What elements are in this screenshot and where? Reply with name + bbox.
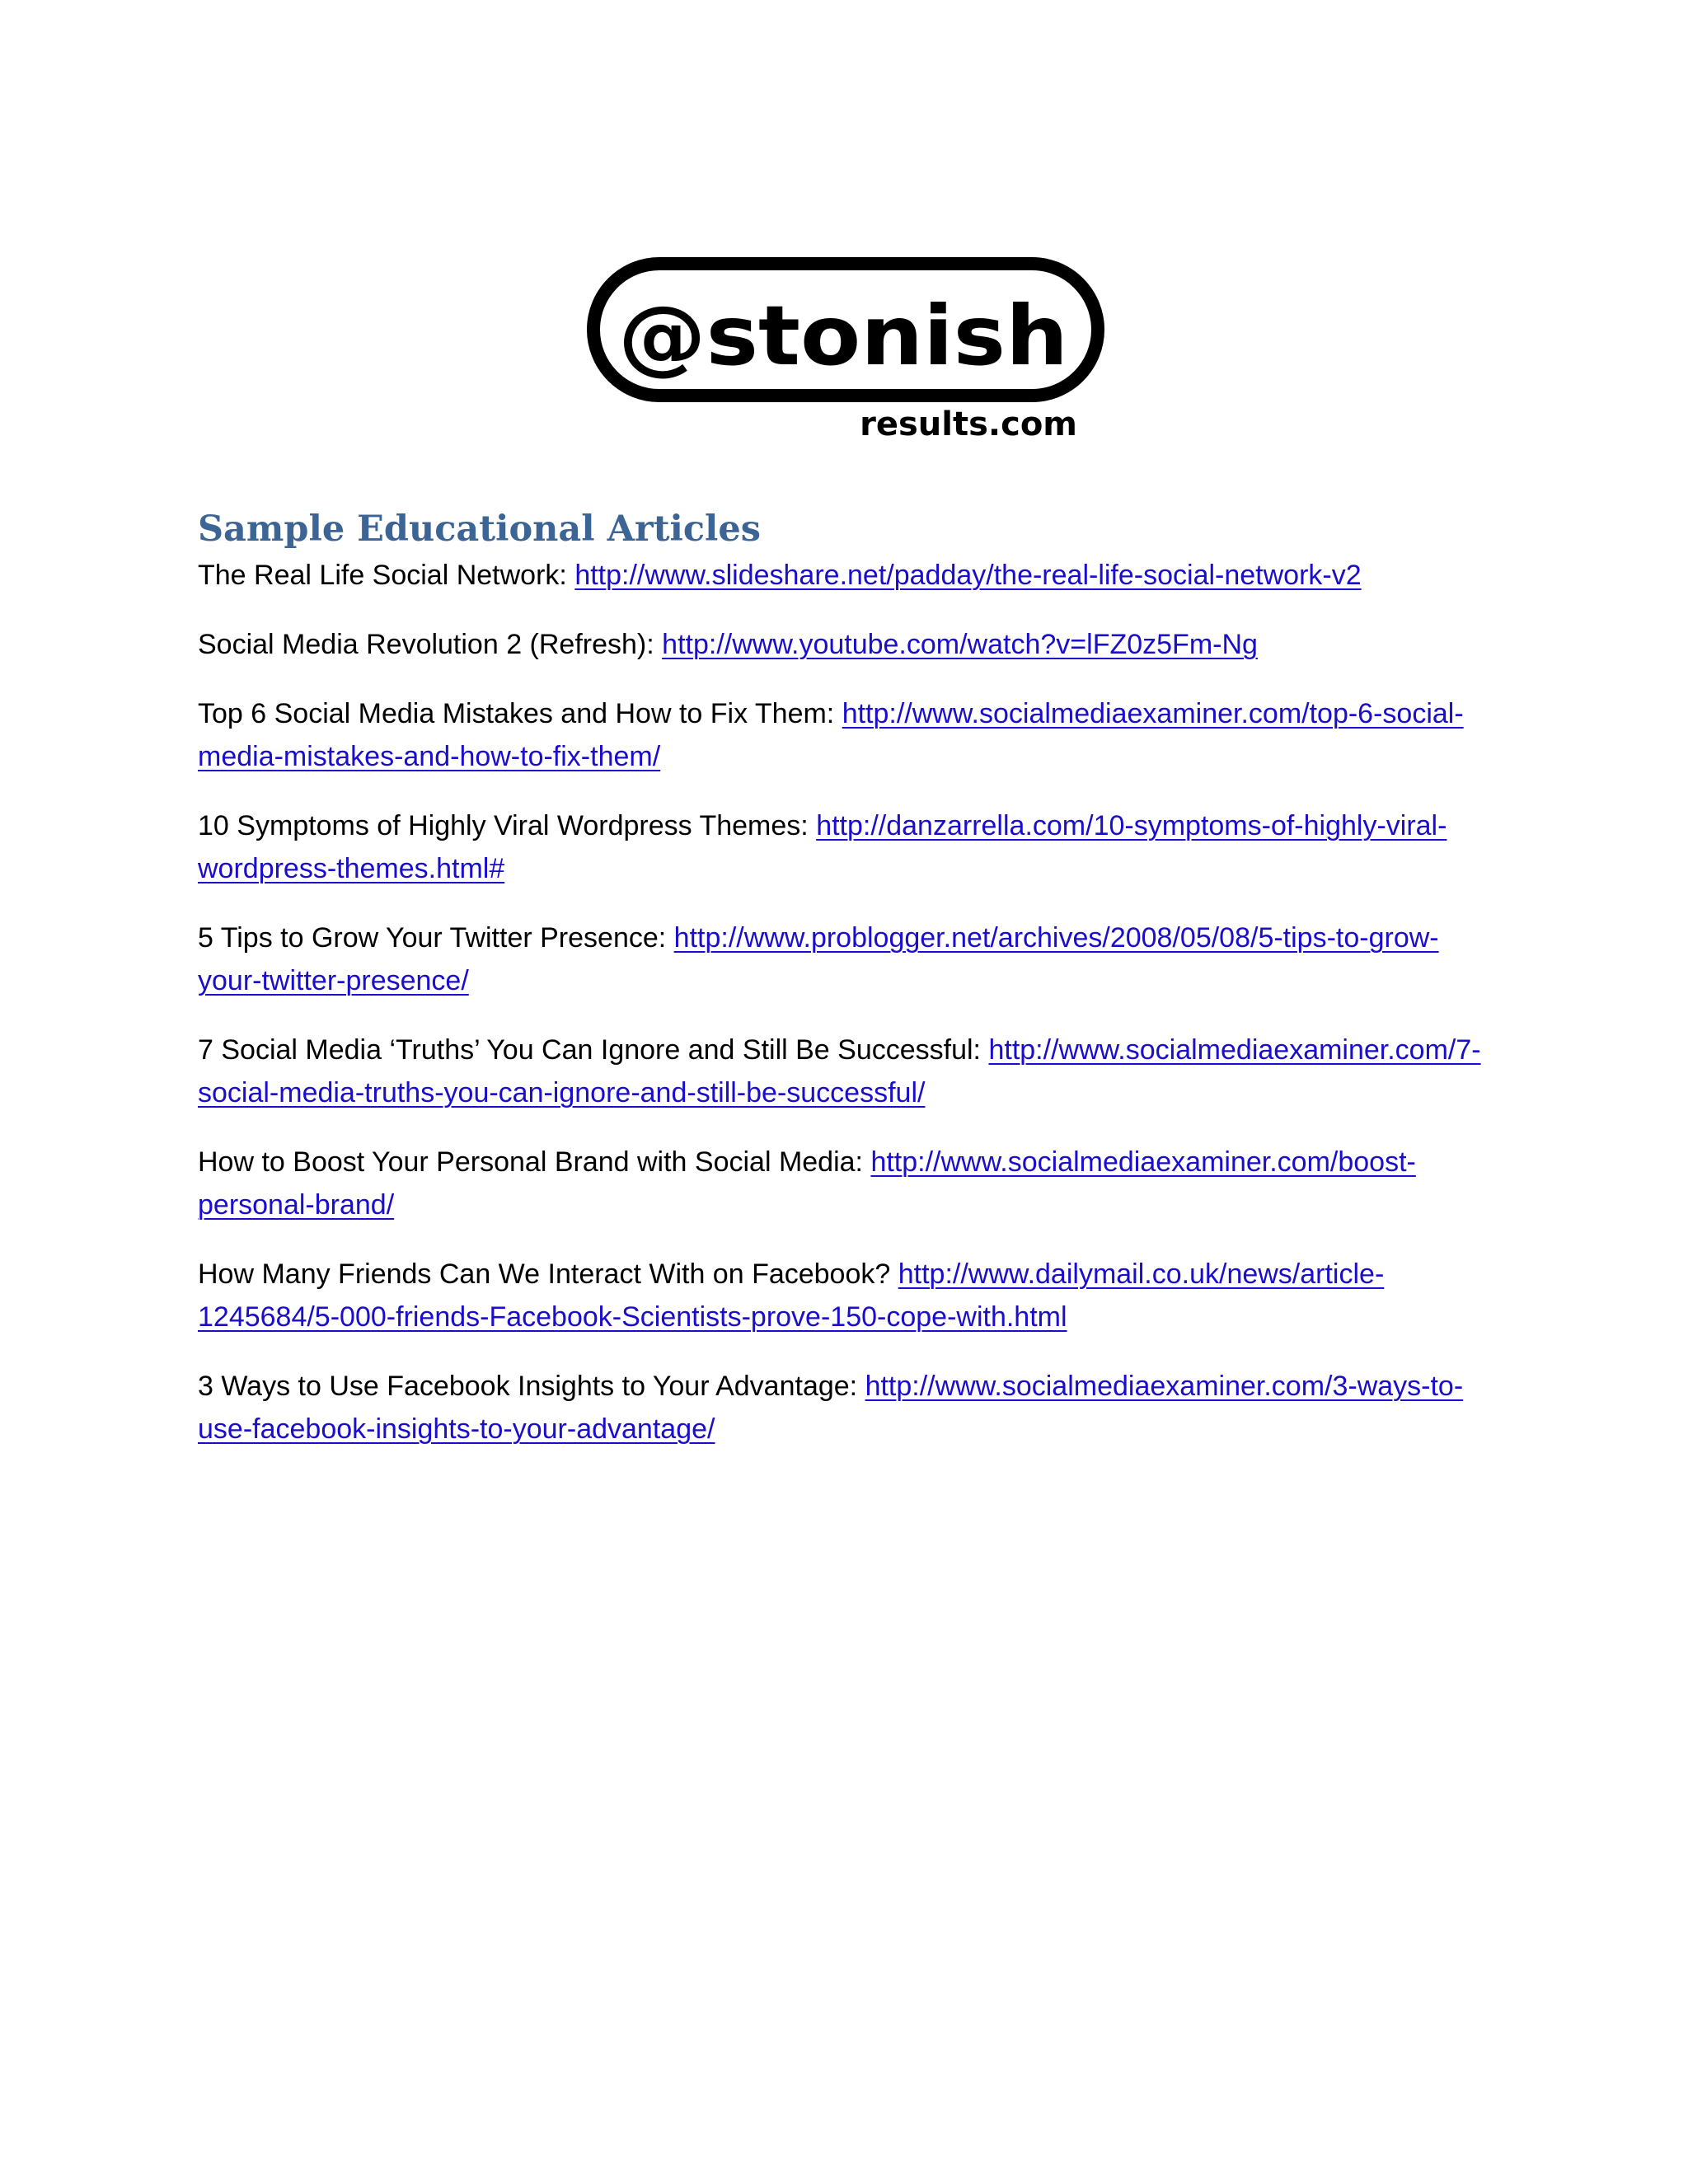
article-link[interactable]: http://www.slideshare.net/padday/the-real-life-social-network-v2 [574, 560, 1362, 591]
article-title: How to Boost Your Personal Brand with Social Media: [198, 1146, 871, 1178]
article-link[interactable]: http://www.socialmediaexaminer.com/boost- personal-brand/ [198, 1146, 1416, 1221]
article-link[interactable]: http://www.socialmediaexaminer.com/top-6-social- media-mistakes-and-how-to-fix-them/ [198, 698, 1464, 772]
article-title: 5 Tips to Grow Your Twitter Presence: [198, 922, 674, 954]
article-item-1 [198, 554, 1500, 597]
article-title: The Real Life Social Network: [198, 560, 575, 591]
article-item-6 [198, 1029, 1500, 1114]
article-title: 10 Symptoms of Highly Viral Wordpress Themes: [198, 810, 817, 841]
article-item-2 [198, 623, 1500, 666]
article-link[interactable]: http://www.youtube.com/watch?v=lFZ0z5Fm-Ng [662, 629, 1258, 660]
article-item-8 [198, 1253, 1500, 1338]
logo-sub-text: results.com [860, 405, 1077, 443]
article-list-section [198, 504, 1500, 1477]
article-item-3 [198, 692, 1500, 778]
article-item-5 [198, 916, 1500, 1002]
article-title: Social Media Revolution 2 (Refresh): [198, 629, 663, 660]
article-title: 3 Ways to Use Facebook Insights to Your Advantage: [198, 1371, 865, 1402]
article-link[interactable]: http://www.dailymail.co.uk/news/article- 1245684/5-000-friends-Facebook-Scientists-prove-150-cope-with.html [198, 1258, 1385, 1333]
logo-main-text: @stonish [618, 288, 1068, 384]
article-item-7 [198, 1141, 1500, 1226]
article-item-9 [198, 1365, 1500, 1451]
article-title: 7 Social Media ‘Truths’ You Can Ignore and Still Be Successful: [198, 1034, 989, 1066]
article-item-4 [198, 804, 1500, 890]
astonish-results-logo [587, 257, 1106, 447]
article-link[interactable]: http://www.socialmediaexaminer.com/3-ways-to- use-facebook-insights-to-your-advantage/ [198, 1371, 1464, 1445]
article-link[interactable]: http://danzarrella.com/10-symptoms-of-highly-viral- wordpress-themes.html# [198, 810, 1447, 884]
article-link[interactable]: http://www.socialmediaexaminer.com/7- social-media-truths-you-can-ignore-and-still-be-successful/ [198, 1034, 1481, 1108]
page-heading: Sample Educational Articles [198, 509, 761, 550]
article-link[interactable]: http://www.problogger.net/archives/2008/05/08/5-tips-to-grow- your-twitter-presence/ [198, 922, 1439, 996]
logo-graphic [587, 257, 1106, 447]
article-title: How Many Friends Can We Interact With on Facebook? [198, 1258, 898, 1290]
article-title: Top 6 Social Media Mistakes and How to Fix Them: [198, 698, 842, 729]
